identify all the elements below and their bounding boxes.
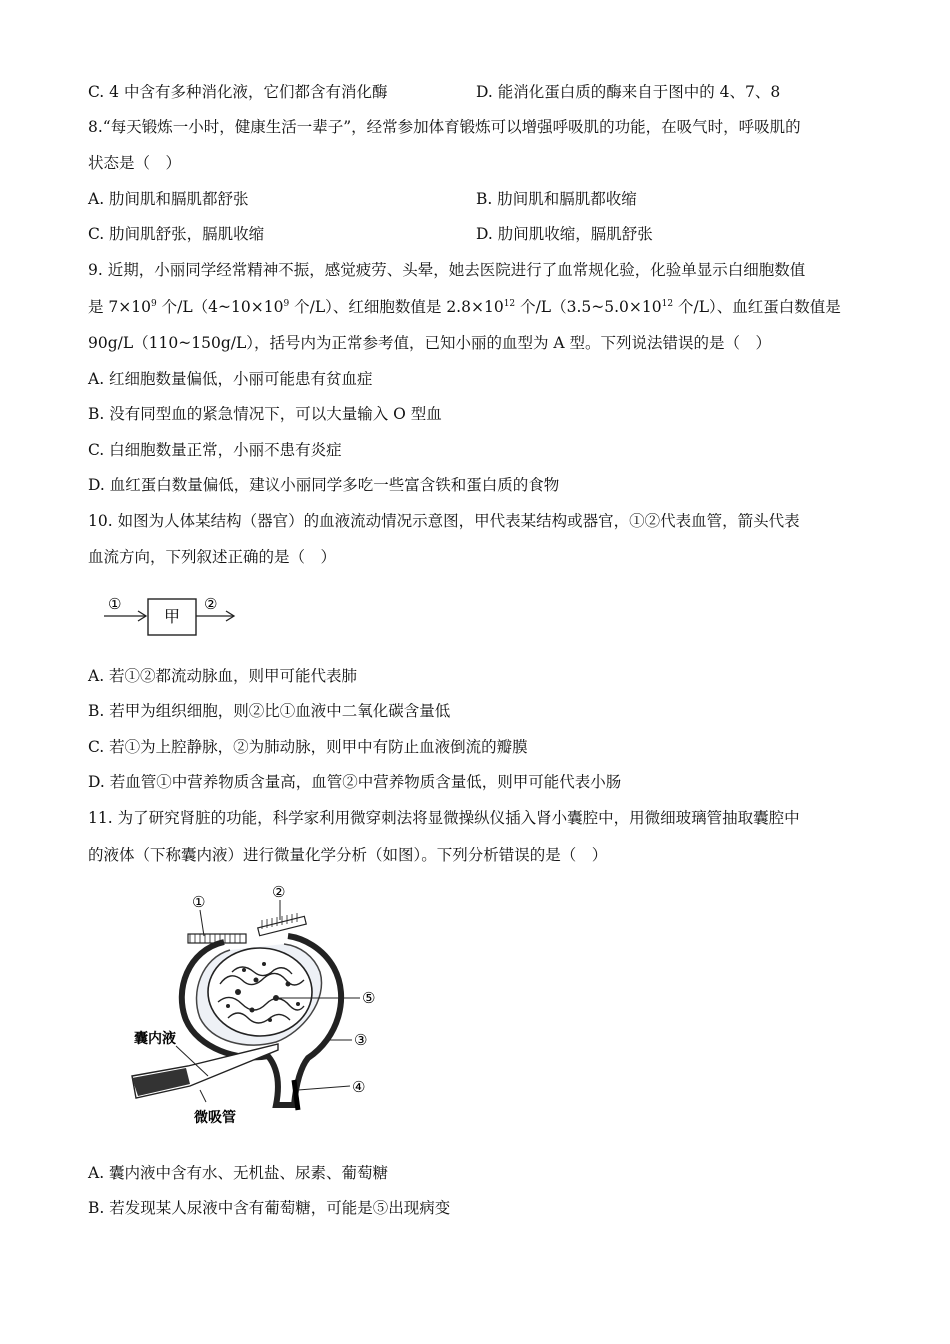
micropipette [132,1044,278,1098]
q9-option-a: A. 红细胞数量偏低，小丽可能患有贫血症 [88,370,373,388]
fluid-label: 囊内液 [134,1031,176,1047]
q7-option-c: C. 4 中含有多种消化液，它们都含有消化酶 [88,83,388,101]
q9-rbc-text: 个/L）、红细胞数值是 2.8×10 [289,298,504,316]
q9-exp2: 9 [283,299,290,309]
q8-option-c: C. 肋间肌舒张，膈肌收缩 [88,225,265,243]
label-4: ④ [352,1078,366,1096]
q8-stem-line1: 8.“每天锻炼一小时，健康生活一辈子”，经常参加体育锻炼可以增强呼吸肌的功能，在吸气时，呼吸肌的 [88,118,801,136]
q9-stem-line2 [88,297,841,317]
pipette-label: 微吸管 [194,1110,236,1126]
q10-option-a: A. 若①②都流动脉血，则甲可能代表肺 [88,667,358,685]
q10-option-b: B. 若甲为组织细胞，则②比①血液中二氧化碳含量低 [88,702,451,720]
label-3: ③ [354,1031,368,1049]
label-1: ① [192,893,206,911]
q8-option-a: A. 肋间肌和膈肌都舒张 [88,190,249,208]
q9-option-b: B. 没有同型血的紧急情况下，可以大量输入 O 型血 [88,405,442,423]
q11-option-b: B. 若发现某人尿液中含有葡萄糖，可能是⑤出现病变 [88,1199,451,1217]
label-2: ② [272,883,286,901]
q9-exp1: 9 [151,299,157,309]
q9-option-d: D. 血红蛋白数量偏低，建议小丽同学多吃一些富含铁和蛋白质的食物 [88,476,560,494]
q8-stem-line2: 状态是（ ） [88,154,182,172]
glomerulus [208,948,312,1036]
q9-exp3: 12 [503,299,516,309]
q8-option-b: B. 肋间肌和膈肌都收缩 [476,190,637,208]
q8-option-d: D. 肋间肌收缩，膈肌舒张 [476,225,653,243]
structure-jia-label: 甲 [163,607,181,626]
q9-rbc-range: 个/L（3.5~5.0×10 [515,298,662,316]
q10-stem-line1: 10. 如图为人体某结构（器官）的血液流动情况示意图，甲代表某结构或器官，①②代表血管，箭头代表 [88,512,800,530]
q11-stem-line2: 的液体（下称囊内液）进行微量化学分析（如图）。下列分析错误的是（ ） [88,846,608,864]
vessel-2-label: ② [204,595,218,613]
q9-option-c: C. 白细胞数量正常，小丽不患有炎症 [88,441,342,459]
vessel-1-label: ① [108,595,122,613]
q10-option-c: C. 若①为上腔静脉，②为肺动脉，则甲中有防止血液倒流的瓣膜 [88,738,528,756]
q7-option-d: D. 能消化蛋白质的酶来自于图中的 4、7、8 [476,83,781,101]
q9-stem-line1: 9. 近期，小丽同学经常精神不振，感觉疲劳、头晕，她去医院进行了血常规化验，化验单显示白细胞数值 [88,261,806,279]
arteriole-2 [258,913,307,936]
q11-stem-line1: 11. 为了研究肾脏的功能，科学家利用微穿刺法将显微操纵仪插入肾小囊腔中，用微细玻璃管抽取囊腔中 [88,809,800,827]
q11-option-a: A. 囊内液中含有水、无机盐、尿素、葡萄糖 [88,1164,389,1182]
q9-wbc-range: 个/L（4~10×10 [156,298,284,316]
blood-flow-diagram [100,590,245,642]
q10-option-d: D. 若血管①中营养物质含量高，血管②中营养物质含量低，则甲可能代表小肠 [88,773,622,791]
q9-wbc-text: 是 7×10 [88,298,151,316]
renal-corpuscle-figure [128,880,388,1130]
q9-stem-line3: 90g/L（110~150g/L），括号内为正常参考值，已知小丽的血型为 A 型。下列说法错误的是（ ） [88,334,772,352]
q9-hb-text: 个/L）、血红蛋白数值是 [673,298,841,316]
q10-stem-line2: 血流方向，下列叙述正确的是（ ） [88,548,337,566]
label-5: ⑤ [362,989,376,1007]
q9-exp4: 12 [661,299,674,309]
